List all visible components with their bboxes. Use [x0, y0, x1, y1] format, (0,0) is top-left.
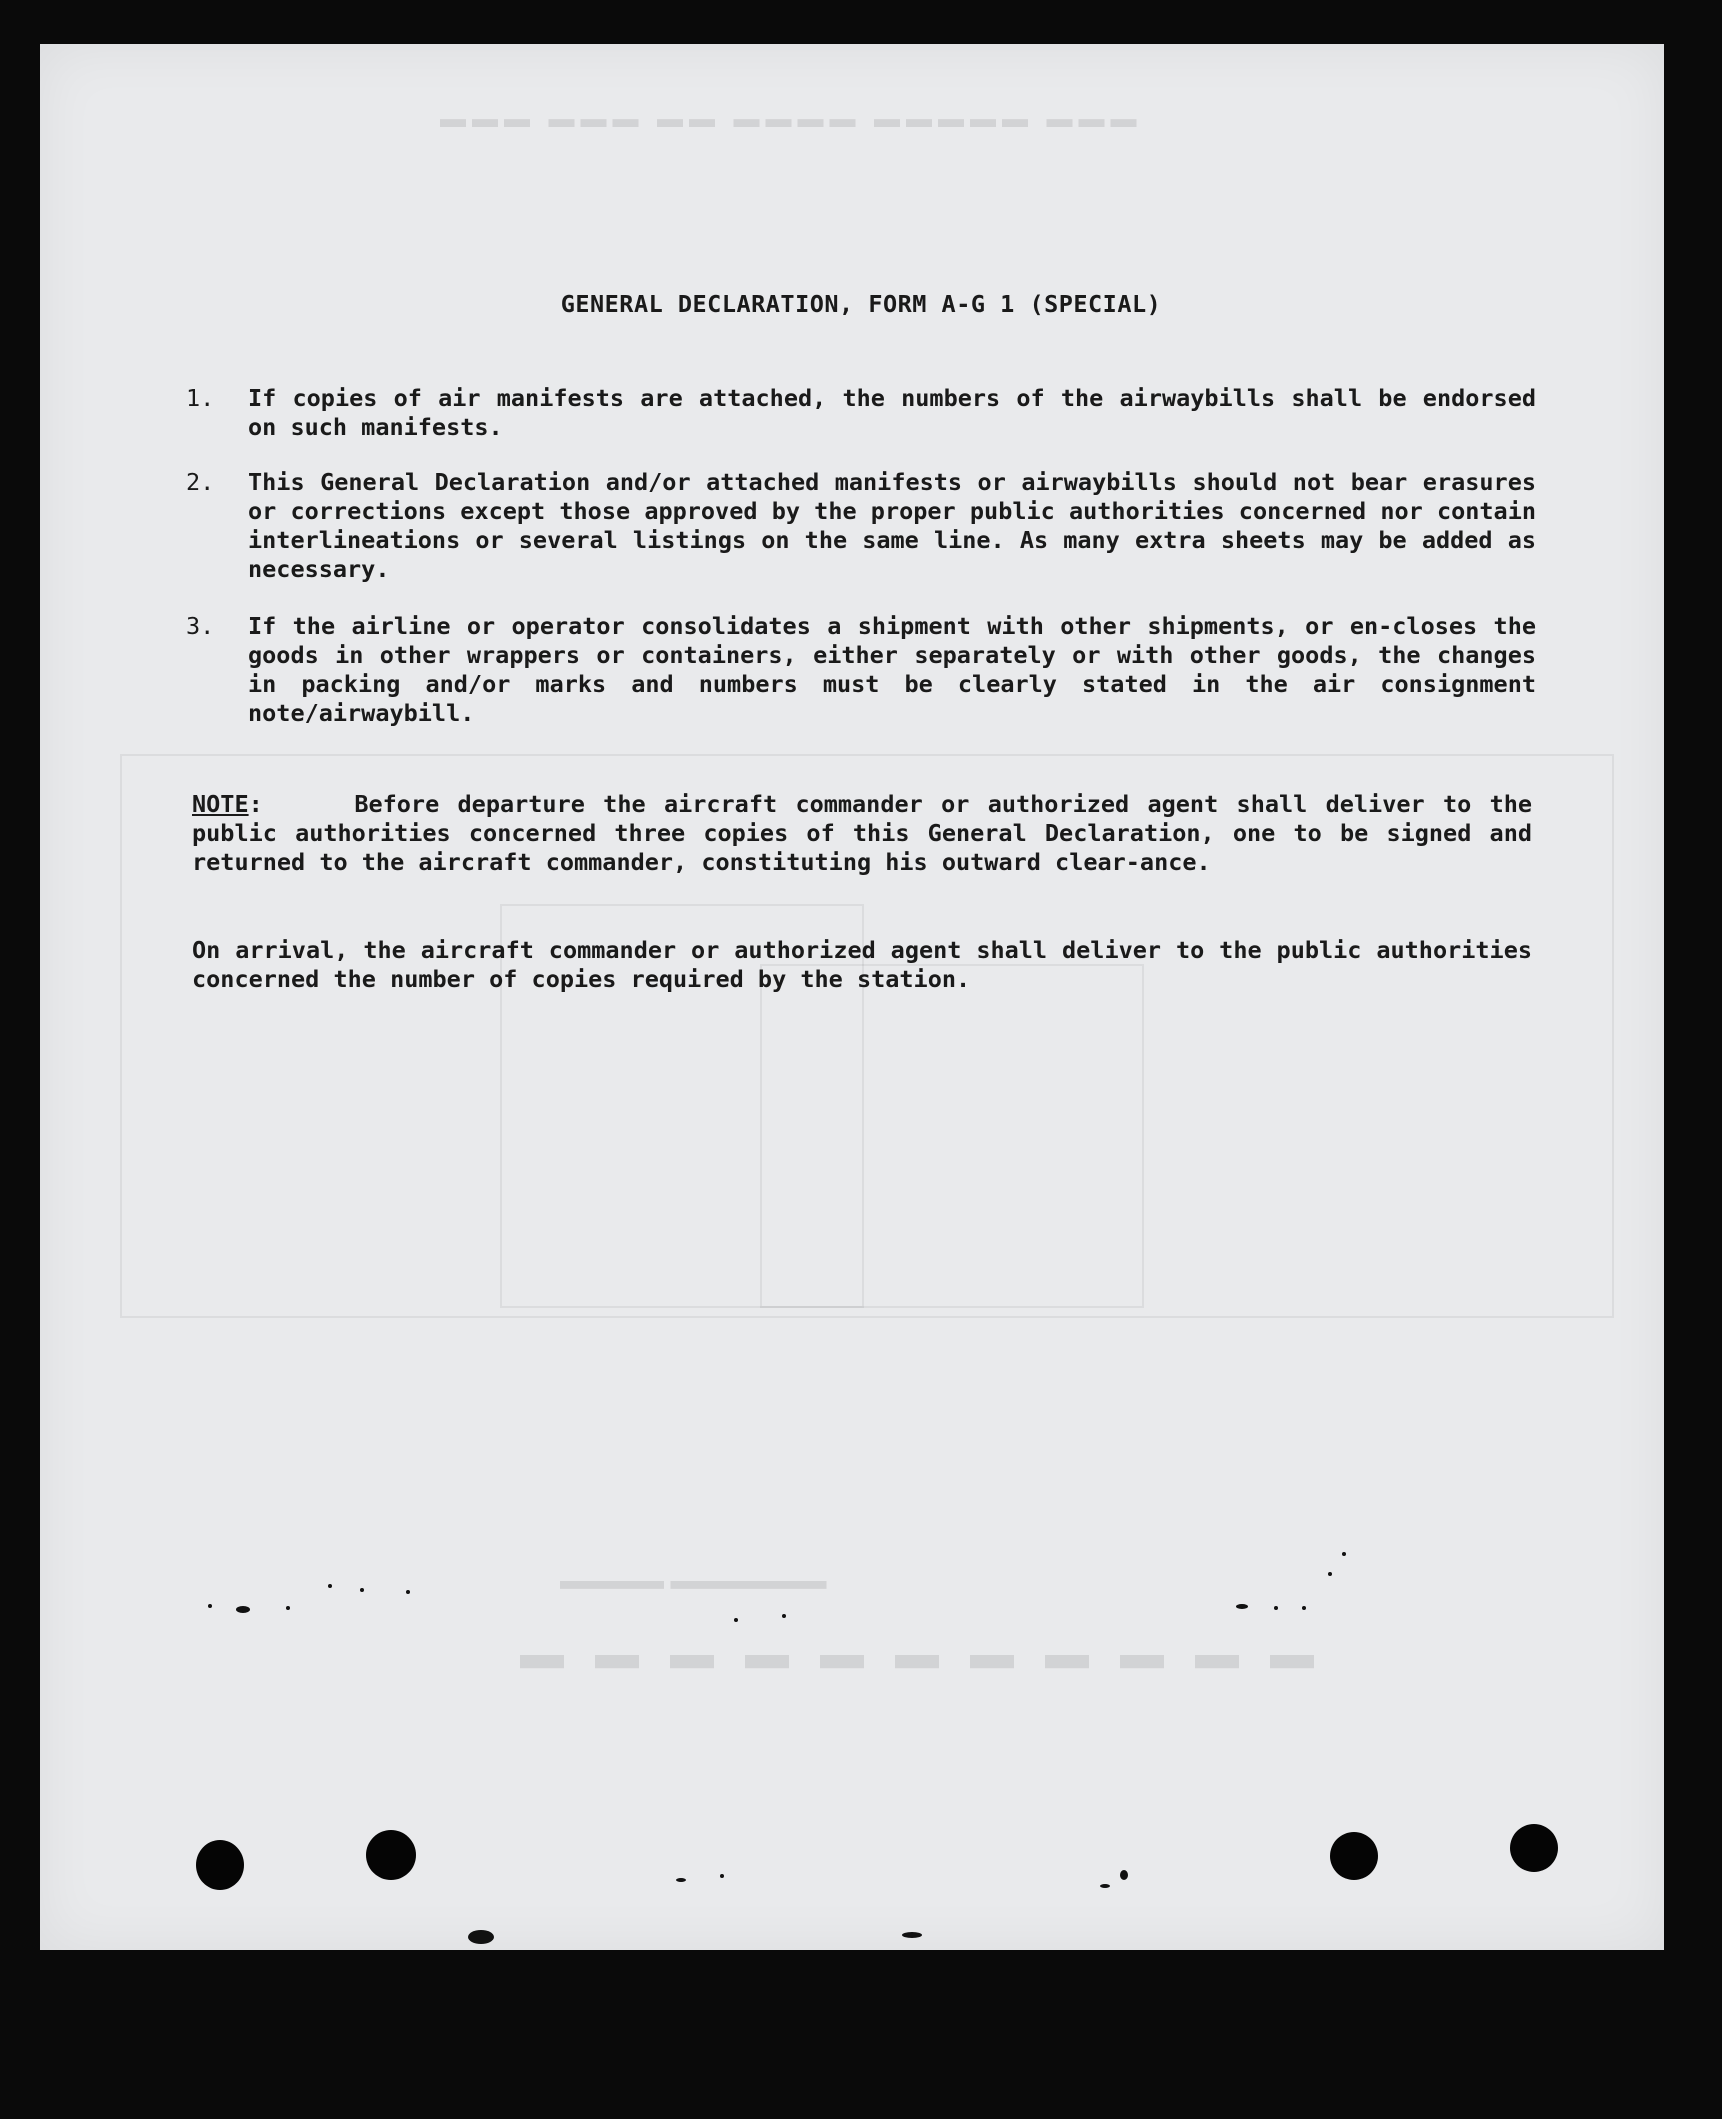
- note-label: NOTE: [192, 790, 249, 818]
- document-page: [40, 44, 1664, 1950]
- punch-hole: [196, 1840, 244, 1890]
- item-text: If the airline or operator consolidates a shipment with other shipments, or en-closes the goods in other wrappers or containers, either separately or with other goods, the changes in packing and/or marks and numbers must be clearly stated in the air consignment note/airwaybill.: [248, 612, 1536, 727]
- ink-speck: [1274, 1606, 1278, 1610]
- instruction-item: [186, 384, 1536, 442]
- ink-speck: [406, 1590, 410, 1594]
- ink-speck: [208, 1604, 212, 1608]
- ink-speck: [1328, 1572, 1332, 1576]
- bleed-through-text: ▬▬▬▬ ▬▬▬▬▬▬: [560, 1575, 827, 1604]
- note-paragraph: NOTE: Before departure the aircraft commander or authorized agent shall deliver to the public authorities concerned three copies of this General Declaration, one to be signed and returned to the aircraft commander, constituting his outward clear-ance.: [192, 790, 1533, 876]
- ink-speck: [468, 1930, 494, 1944]
- ink-speck: [782, 1614, 786, 1618]
- ink-speck: [720, 1874, 724, 1878]
- item-text: If copies of air manifests are attached, the numbers of the airwaybills shall be endorsed on such manifests.: [248, 384, 1536, 441]
- ink-speck: [734, 1618, 738, 1622]
- arrival-paragraph: On arrival, the aircraft commander or authorized agent shall deliver to the public authorities concerned the number of copies required by the station.: [192, 936, 1532, 993]
- ink-speck: [902, 1932, 922, 1938]
- item-number: 2.: [186, 468, 215, 496]
- ink-speck: [286, 1606, 290, 1610]
- ink-speck: [360, 1588, 364, 1592]
- note-text: Before departure the aircraft commander or authorized agent shall deliver to the public authorities concerned three copies of this General Declaration, one to be signed and returned to the aircraft commander, constituting his outward clear-ance.: [192, 790, 1533, 876]
- bleed-through-text: ▬ ▬ ▬ ▬ ▬ ▬ ▬ ▬ ▬ ▬ ▬: [520, 1645, 1324, 1694]
- ink-speck: [676, 1878, 686, 1882]
- bleed-through-text: ▬▬▬ ▬▬▬ ▬▬ ▬▬▬▬ ▬▬▬▬▬ ▬▬▬: [440, 104, 1143, 133]
- ink-speck: [1236, 1604, 1248, 1609]
- document-title: GENERAL DECLARATION, FORM A-G 1 (SPECIAL): [560, 290, 1162, 318]
- item-number: 1.: [186, 384, 215, 412]
- punch-hole: [1510, 1824, 1558, 1872]
- instruction-item: [186, 612, 1536, 728]
- bleed-through-box: [760, 964, 1144, 1308]
- punch-hole: [1330, 1832, 1378, 1880]
- item-number: 3.: [186, 612, 215, 640]
- ink-speck: [236, 1606, 250, 1613]
- ink-speck: [328, 1584, 332, 1588]
- ink-speck: [1342, 1552, 1346, 1556]
- ink-speck: [1120, 1870, 1128, 1880]
- punch-hole: [366, 1830, 416, 1880]
- ink-speck: [1100, 1884, 1110, 1888]
- instruction-item: [186, 468, 1536, 584]
- ink-speck: [1302, 1606, 1306, 1610]
- item-text: This General Declaration and/or attached manifests or airwaybills should not bear erasures or corrections except those approved by the proper public authorities concerned nor contain interlineations or several listings on the same line. As many extra sheets may be added as necessary.: [248, 468, 1536, 583]
